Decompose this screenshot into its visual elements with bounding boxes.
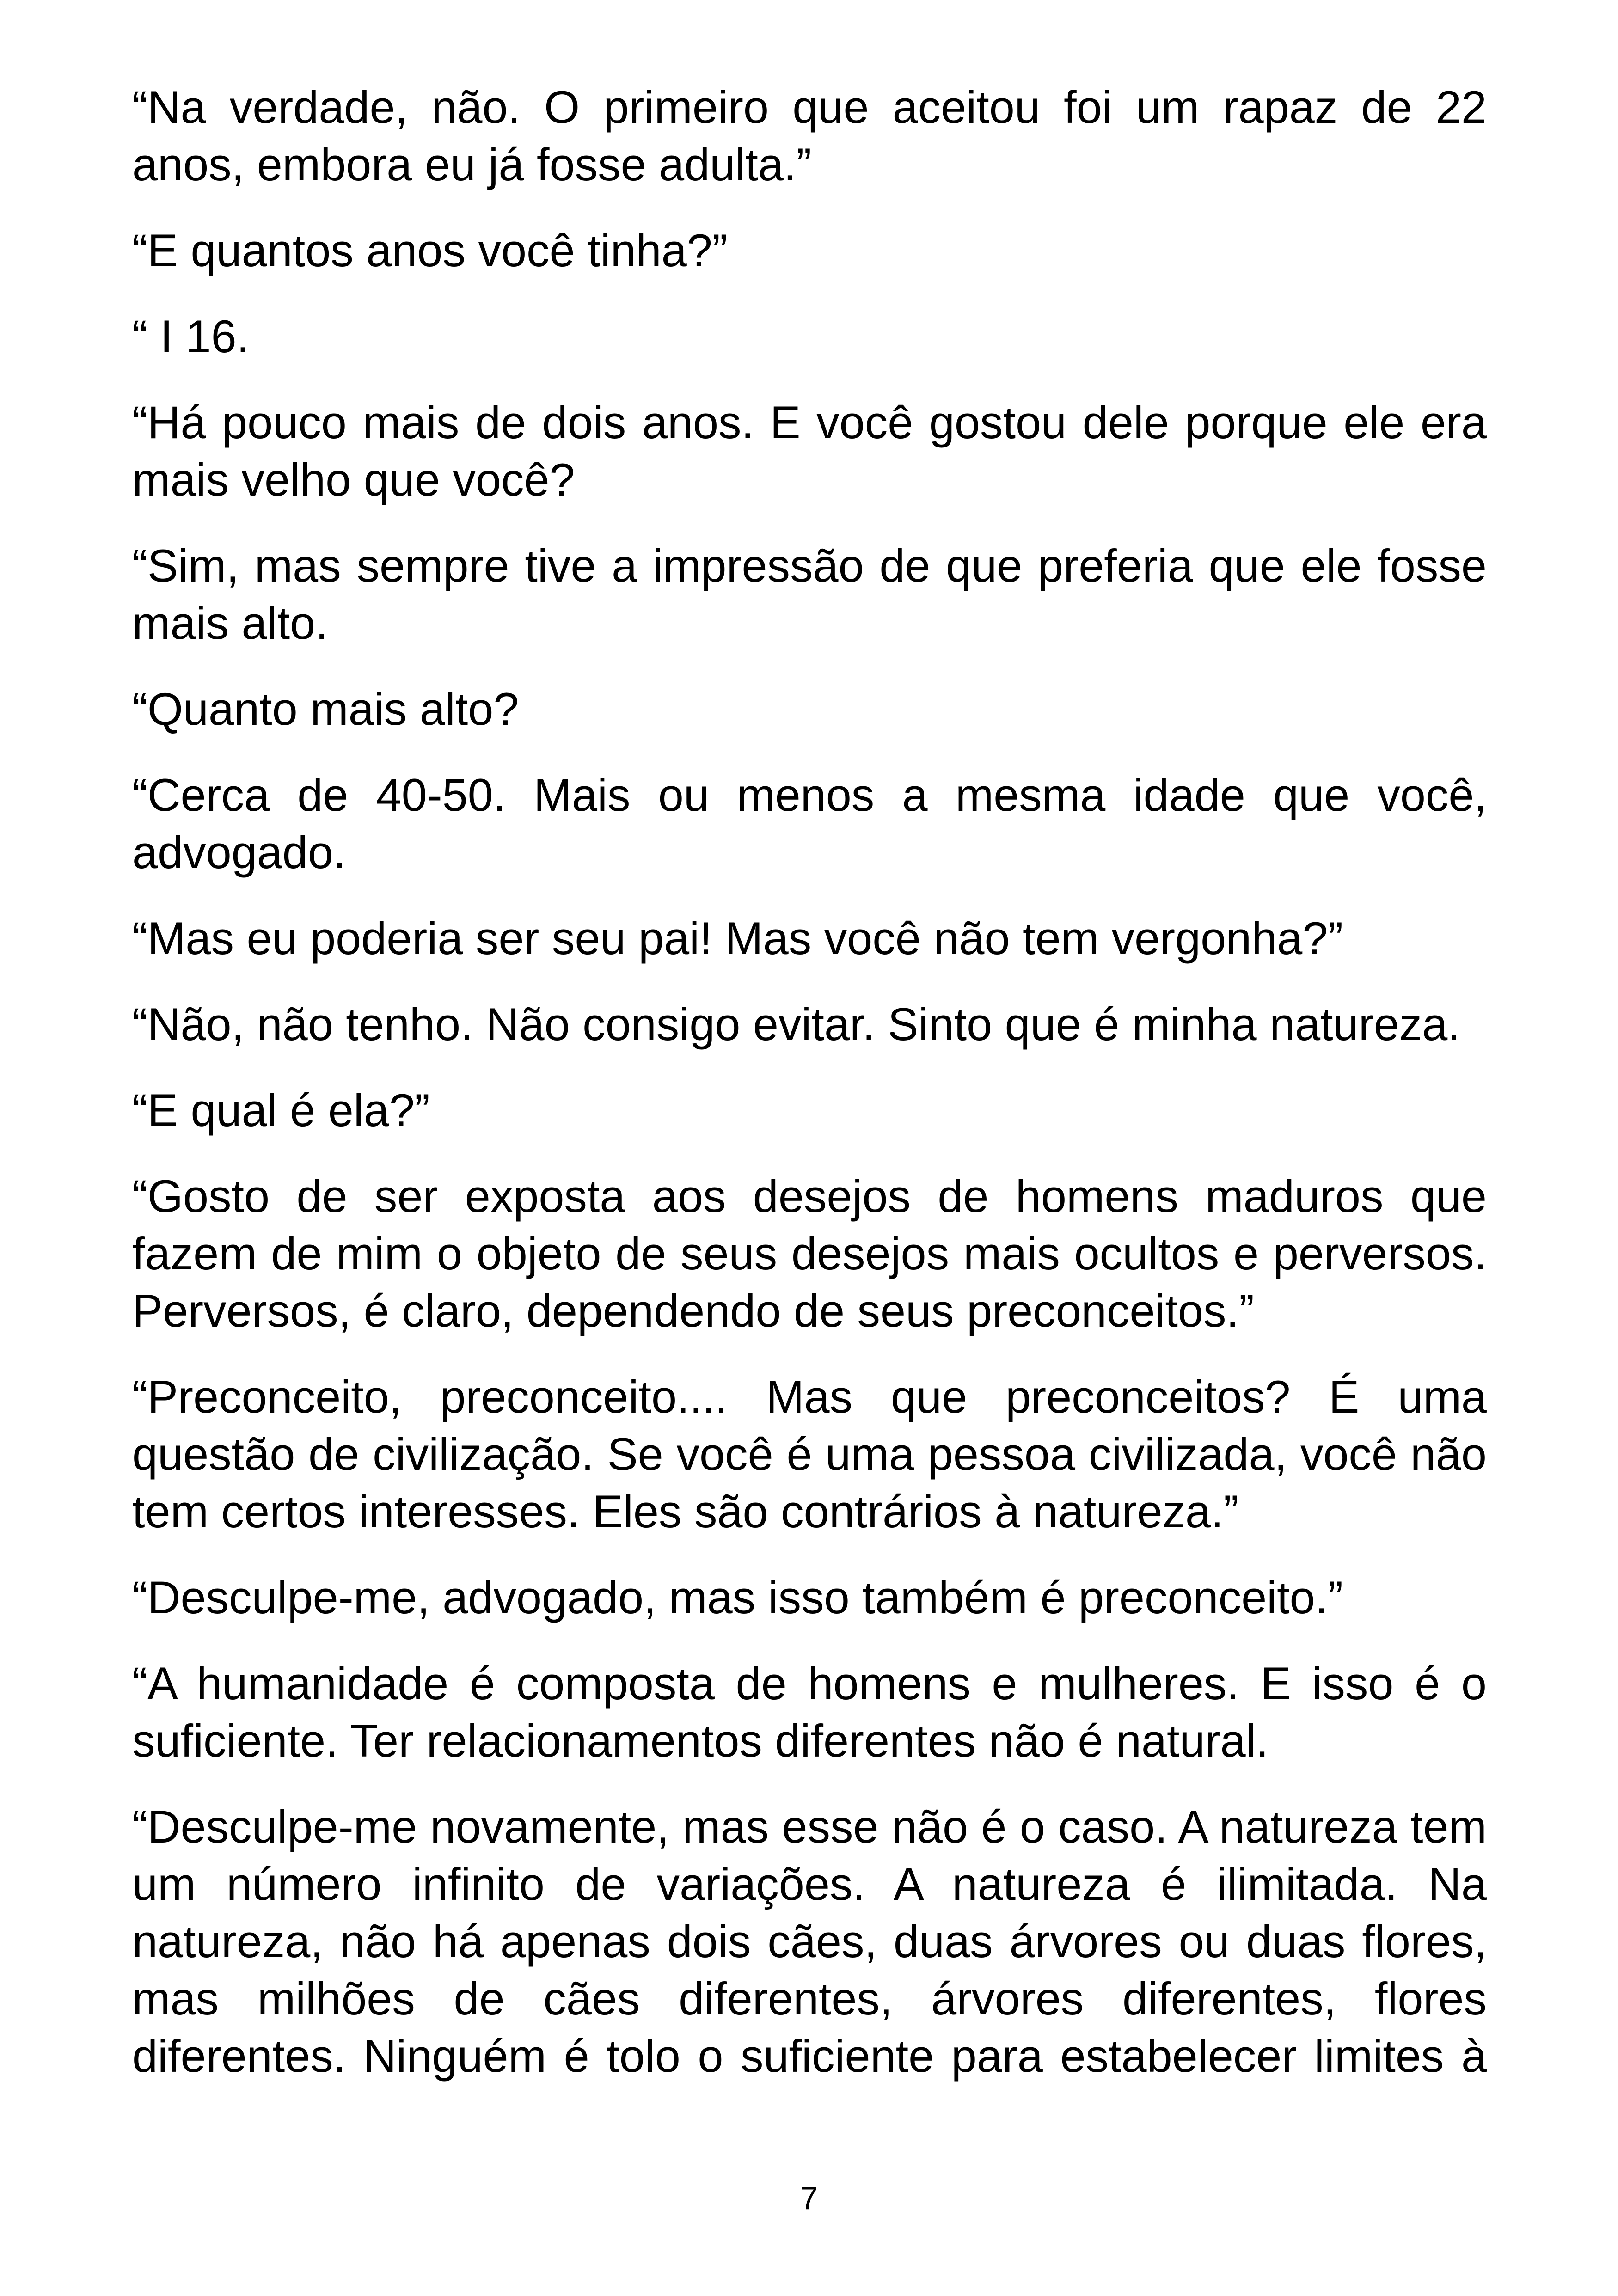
paragraph: “Preconceito, preconceito.... Mas que preconceitos? É uma questão de civilização. Se você é uma pessoa civilizada, você não tem certos interesses. Eles são contrários à natureza.” bbox=[132, 1371, 1487, 1537]
paragraph: “ I 16. bbox=[132, 311, 250, 362]
paragraph: “A humanidade é composta de homens e mulheres. E isso é o suficiente. Ter relacionamentos diferentes não é natural. bbox=[132, 1658, 1487, 1766]
paragraph: “Na verdade, não. O primeiro que aceitou foi um rapaz de 22 anos, embora eu já fosse adulta.” bbox=[132, 81, 1487, 190]
paragraph: “Cerca de 40-50. Mais ou menos a mesma idade que você, advogado. bbox=[132, 769, 1487, 878]
paragraph: “Mas eu poderia ser seu pai! Mas você não tem vergonha?” bbox=[132, 912, 1343, 964]
paragraph: “Há pouco mais de dois anos. E você gostou dele porque ele era mais velho que você? bbox=[132, 397, 1487, 505]
paragraph: “Gosto de ser exposta aos desejos de homens maduros que fazem de mim o objeto de seus desejos mais ocultos e perversos. Perversos, é claro, dependendo de seus preconceitos.” bbox=[132, 1170, 1487, 1336]
paragraph: “Não, não tenho. Não consigo evitar. Sinto que é minha natureza. bbox=[132, 998, 1460, 1050]
paragraph: “Desculpe-me, advogado, mas isso também é preconceito.” bbox=[132, 1572, 1343, 1623]
page-number: 7 bbox=[800, 2180, 818, 2216]
paragraph: “E quantos anos você tinha?” bbox=[132, 225, 728, 276]
paragraph: “E qual é ela?” bbox=[132, 1084, 430, 1136]
paragraph: “Desculpe-me novamente, mas esse não é o caso. A natureza tem um número infinito de variações. A natureza é ilimitada. Na natureza, não há apenas dois cães, duas árvores ou duas flores, mas milhões de cães diferentes, árvores diferentes, flores diferentes. Ninguém é tolo o suficiente para estabelecer limites à bbox=[132, 1801, 1487, 2082]
body-text bbox=[132, 79, 1487, 2113]
paragraph: “Quanto mais alto? bbox=[132, 683, 519, 735]
paragraph: “Sim, mas sempre tive a impressão de que preferia que ele fosse mais alto. bbox=[132, 540, 1487, 649]
